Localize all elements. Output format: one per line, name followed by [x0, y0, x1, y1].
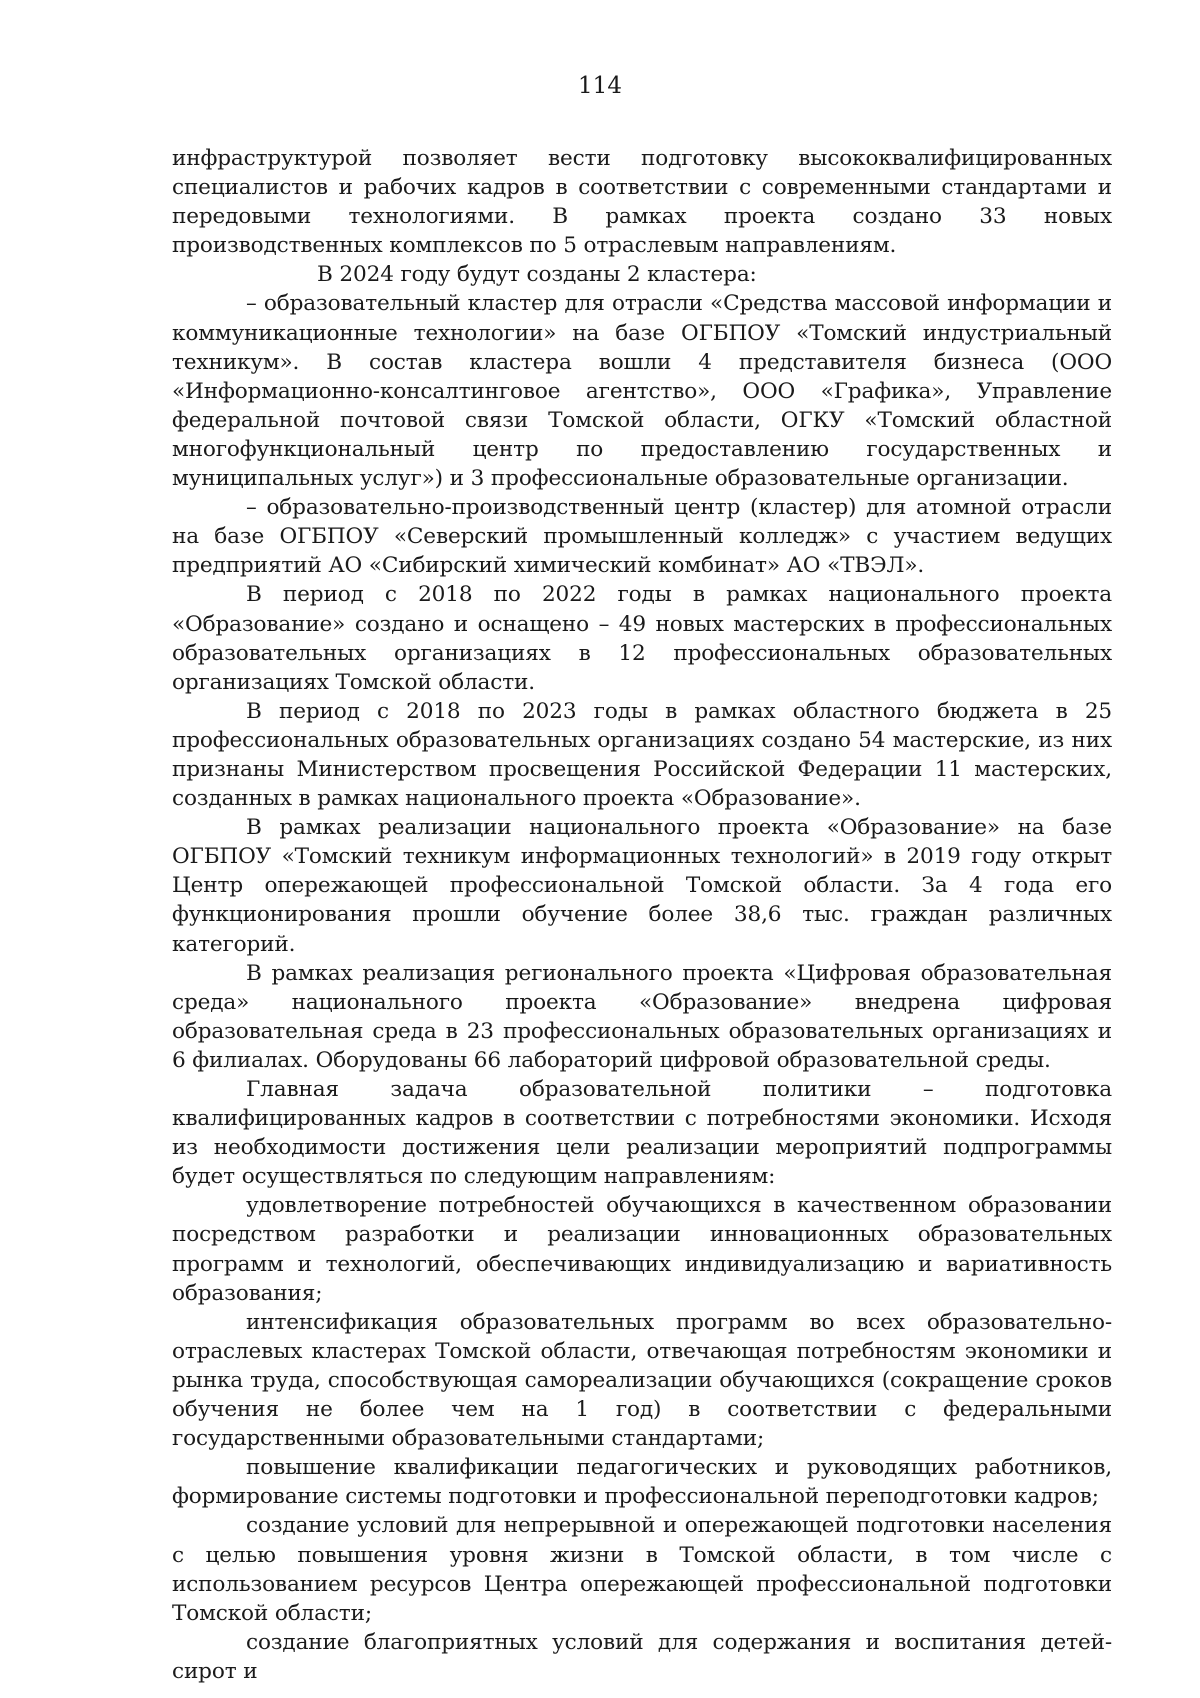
document-body — [172, 144, 1112, 1686]
paragraph-clusters-2024: В 2024 году будут созданы 2 кластера: — [317, 262, 757, 288]
paragraph-direction-continuous-training: создание условий для непрерывной и опережающей подготовки населения с целью повышения уровня жизни в Томской области, в том числе с использованием ресурсов Центра опережающей профессиональной подготовки Томской области; — [172, 1513, 1112, 1626]
paragraph-media-cluster: – образовательный кластер для отрасли «Средства массовой информации и коммуникационные технологии» на базе ОГБПОУ «Томский индустриальный техникум». В состав кластера вошли 4 представителя бизнеса (ООО «Информационно-консалтинговое агентство», ООО «Графика», Управление федеральной почтовой связи Томской области, ОГКУ «Томский областной многофункциональный центр по предоставлению государственных и муниципальных услуг») и 3 профессиональные образовательные организации. — [172, 291, 1112, 492]
paragraph-advanced-training-center: В рамках реализации национального проекта «Образование» на базе ОГБПОУ «Томский техникум информационных технологий» в 2019 году открыт Центр опережающей профессиональной Томской области. За 4 года его функционирования прошли обучение более 38,6 тыс. граждан различных категорий. — [172, 815, 1112, 957]
paragraph-direction-intensification: интенсификация образовательных программ во всех образовательно-отраслевых кластерах Томской области, отвечающая потребностям экономики и рынка труда, способствующая самореализации обучающихся (сокращение сроков обучения не более чем на 1 год) в соответствии с федеральными государственными образовательными стандартами; — [172, 1309, 1112, 1452]
paragraph-direction-quality-education: удовлетворение потребностей обучающихся в качественном образовании посредством разработки и реализации инновационных образовательных программ и технологий, обеспечивающих индивидуализацию и вариативность образования; — [172, 1193, 1112, 1306]
paragraph-workshops-2018-2023: В период с 2018 по 2023 годы в рамках областного бюджета в 25 профессиональных образовательных организациях создано 54 мастерские, из них признаны Министерством просвещения Российской Федерации 11 мастерских, созданных в рамках национального проекта «Образование». — [172, 698, 1112, 812]
paragraph-digital-environment: В рамках реализация регионального проекта «Цифровая образовательная среда» национального проекта «Образование» внедрена цифровая образовательная среда в 23 профессиональных образовательных организациях и 6 филиалах. Оборудованы 66 лабораторий цифровой образовательной среды. — [172, 960, 1112, 1073]
paragraph-main-task: Главная задача образовательной политики – подготовка квалифицированных кадров в соответствии с потребностями экономики. Исходя из необходимости достижения цели реализации мероприятий подпрограммы будет осуществляться по следующим направлениям: — [172, 1077, 1112, 1190]
paragraph-atomic-cluster: – образовательно-производственный центр (кластер) для атомной отрасли на базе ОГБПОУ «Северский промышленный колледж» с участием ведущих предприятий АО «Сибирский химический комбинат» АО «ТВЭЛ». — [172, 495, 1112, 579]
paragraph-direction-orphans: создание благоприятных условий для содержания и воспитания детей-сирот и — [172, 1629, 1112, 1684]
page-number: 114 — [578, 73, 622, 99]
paragraph-workshops-2018-2022: В период с 2018 по 2022 годы в рамках национального проекта «Образование» создано и оснащено – 49 новых мастерских в профессиональных образовательных организациях в 12 профессиональных образовательных организациях Томской области. — [172, 582, 1112, 695]
paragraph-direction-qualification: повышение квалификации педагогических и руководящих работников, формирование системы подготовки и профессиональной переподготовки кадров; — [172, 1455, 1112, 1510]
paragraph-infrastructure: инфраструктурой позволяет вести подготовку высококвалифицированных специалистов и рабочих кадров в соответствии с современными стандартами и передовыми технологиями. В рамках проекта создано 33 новых производственных комплексов по 5 отраслевым направлениям. — [172, 146, 1112, 259]
